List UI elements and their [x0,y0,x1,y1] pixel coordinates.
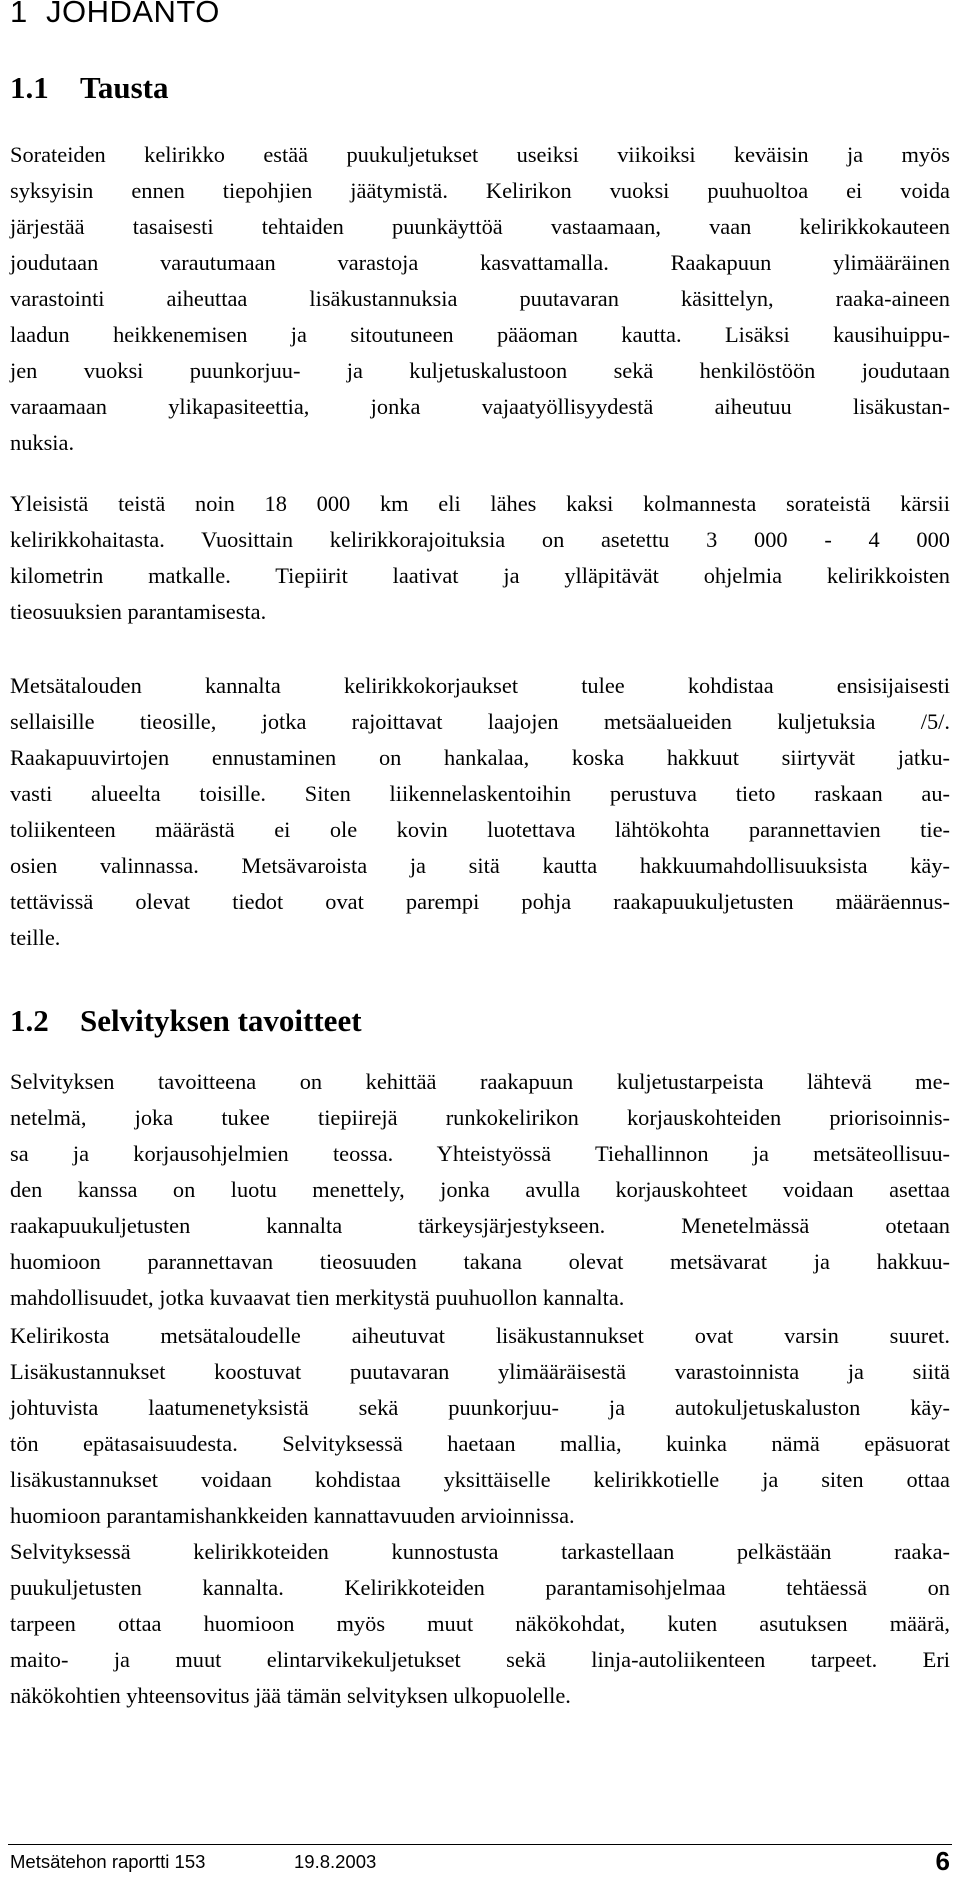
paragraph [10,1064,950,1316]
text-line: järjestää tasaisesti tehtaiden puunkäyttöä vastaamaan, vaan kelirikkokauteen [10,214,950,239]
paragraph [10,486,950,630]
section-heading-selvityksen-tavoitteet [10,1003,362,1039]
section-number: 1.2 [10,1003,49,1038]
footer-report-name: Metsätehon raportti 153 [10,1851,206,1872]
chapter-heading [10,0,220,30]
text-line: netelmä, joka tukee tiepiirejä runkokelirikon korjauskohteiden priorisoinnis- [10,1105,950,1130]
chapter-title: JOHDANTO [45,0,220,29]
text-line: Sorateiden kelirikko estää puukuljetukset useiksi viikoiksi keväisin ja myös [10,142,950,167]
text-line: osien valinnassa. Metsävaroista ja sitä kautta hakkuumahdollisuuksista käy- [10,853,950,878]
chapter-number: 1 [10,0,28,29]
text-line: nuksia. [10,430,75,455]
paragraph [10,1534,950,1714]
text-line: sa ja korjausohjelmien teossa. Yhteistyössä Tiehallinnon ja metsäteollisuu- [10,1141,950,1166]
text-line: Metsätalouden kannalta kelirikkokorjaukset tulee kohdistaa ensisijaisesti [10,673,950,698]
text-line: Lisäkustannukset koostuvat puutavaran ylimääräisestä varastoinnista ja siitä [10,1359,950,1384]
section-title: Selvityksen tavoitteet [80,1003,362,1038]
text-line: Kelirikosta metsätaloudelle aiheutuvat lisäkustannukset ovat varsin suuret. [10,1323,950,1348]
section-title: Tausta [80,70,169,105]
text-line: Selvityksessä kelirikkoteiden kunnostusta tarkastellaan pelkästään raaka- [10,1539,950,1564]
section-heading-tausta [10,70,168,106]
paragraph [10,668,950,956]
text-line: tön epätasaisuudesta. Selvityksessä haetaan mallia, kuinka nämä epäsuorat [10,1431,950,1456]
footer-divider [8,1844,952,1845]
text-line: tettävissä olevat tiedot ovat parempi pohja raakapuukuljetusten määräennus- [10,889,950,914]
text-line: den kanssa on luotu menettely, jonka avulla korjauskohteet voidaan asettaa [10,1177,950,1202]
text-line: mahdollisuudet, jotka kuvaavat tien merkitystä puuhuollon kannalta. [10,1285,625,1310]
text-line: näkökohtien yhteensovitus jää tämän selvityksen ulkopuolelle. [10,1683,571,1708]
text-line: maito- ja muut elintarvikekuljetukset sekä linja-autoliikenteen tarpeet. Eri [10,1647,950,1672]
text-line: puukuljetusten kannalta. Kelirikkoteiden parantamisohjelmaa tehtäessä on [10,1575,950,1600]
text-line: sellaisille tieosille, jotka rajoittavat laajojen metsäalueiden kuljetuksia /5/. [10,709,950,734]
text-line: syksyisin ennen tiepohjien jäätymistä. Kelirikon vuoksi puuhuoltoa ei voida [10,178,950,203]
text-line: tarpeen ottaa huomioon myös muut näkökohdat, kuten asutuksen määrä, [10,1611,950,1636]
text-line: Selvityksen tavoitteena on kehittää raakapuun kuljetustarpeista lähtevä me- [10,1069,950,1094]
text-line: huomioon parantamishankkeiden kannattavuuden arvioinnissa. [10,1503,575,1528]
paragraph [10,137,950,461]
text-line: lisäkustannukset voidaan kohdistaa yksittäiselle kelirikkotielle ja siten ottaa [10,1467,950,1492]
text-line: kelirikkohaitasta. Vuosittain kelirikkorajoituksia on asetettu 3 000 - 4 000 [10,527,950,552]
paragraph [10,1318,950,1534]
text-line: varastointi aiheuttaa lisäkustannuksia puutavaran käsittelyn, raaka-aineen [10,286,950,311]
text-line: kilometrin matkalle. Tiepiirit laativat ja ylläpitävät ohjelmia kelirikkoisten [10,563,950,588]
text-line: jen vuoksi puunkorjuu- ja kuljetuskalustoon sekä henkilöstöön joudutaan [10,358,950,383]
text-line: joudutaan varautumaan varastoja kasvattamalla. Raakapuun ylimääräinen [10,250,950,275]
text-line: toliikenteen määrästä ei ole kovin luotettava lähtökohta parannettavien tie- [10,817,950,842]
text-line: vasti alueelta toisille. Siten liikennelaskentoihin perustuva tieto raskaan au- [10,781,950,806]
text-line: teille. [10,925,61,950]
text-line: Raakapuuvirtojen ennustaminen on hankalaa, koska hakkuut siirtyvät jatku- [10,745,950,770]
text-line: laadun heikkenemisen ja sitoutuneen pääoman kautta. Lisäksi kausihuippu- [10,322,950,347]
text-line: Yleisistä teistä noin 18 000 km eli lähes kaksi kolmannesta sorateistä kärsii [10,491,950,516]
section-number: 1.1 [10,70,49,105]
text-line: raakapuukuljetusten kannalta tärkeysjärjestykseen. Menetelmässä otetaan [10,1213,950,1238]
text-line: huomioon parannettavan tieosuuden takana olevat metsävarat ja hakkuu- [10,1249,950,1274]
text-line: johtuvista laatumenetyksistä sekä puunkorjuu- ja autokuljetuskaluston käy- [10,1395,950,1420]
text-line: varaamaan ylikapasiteettia, jonka vajaatyöllisyydestä aiheutuu lisäkustan- [10,394,950,419]
text-line: tieosuuksien parantamisesta. [10,599,267,624]
page-number: 6 [935,1846,950,1876]
footer-date: 19.8.2003 [294,1851,377,1872]
